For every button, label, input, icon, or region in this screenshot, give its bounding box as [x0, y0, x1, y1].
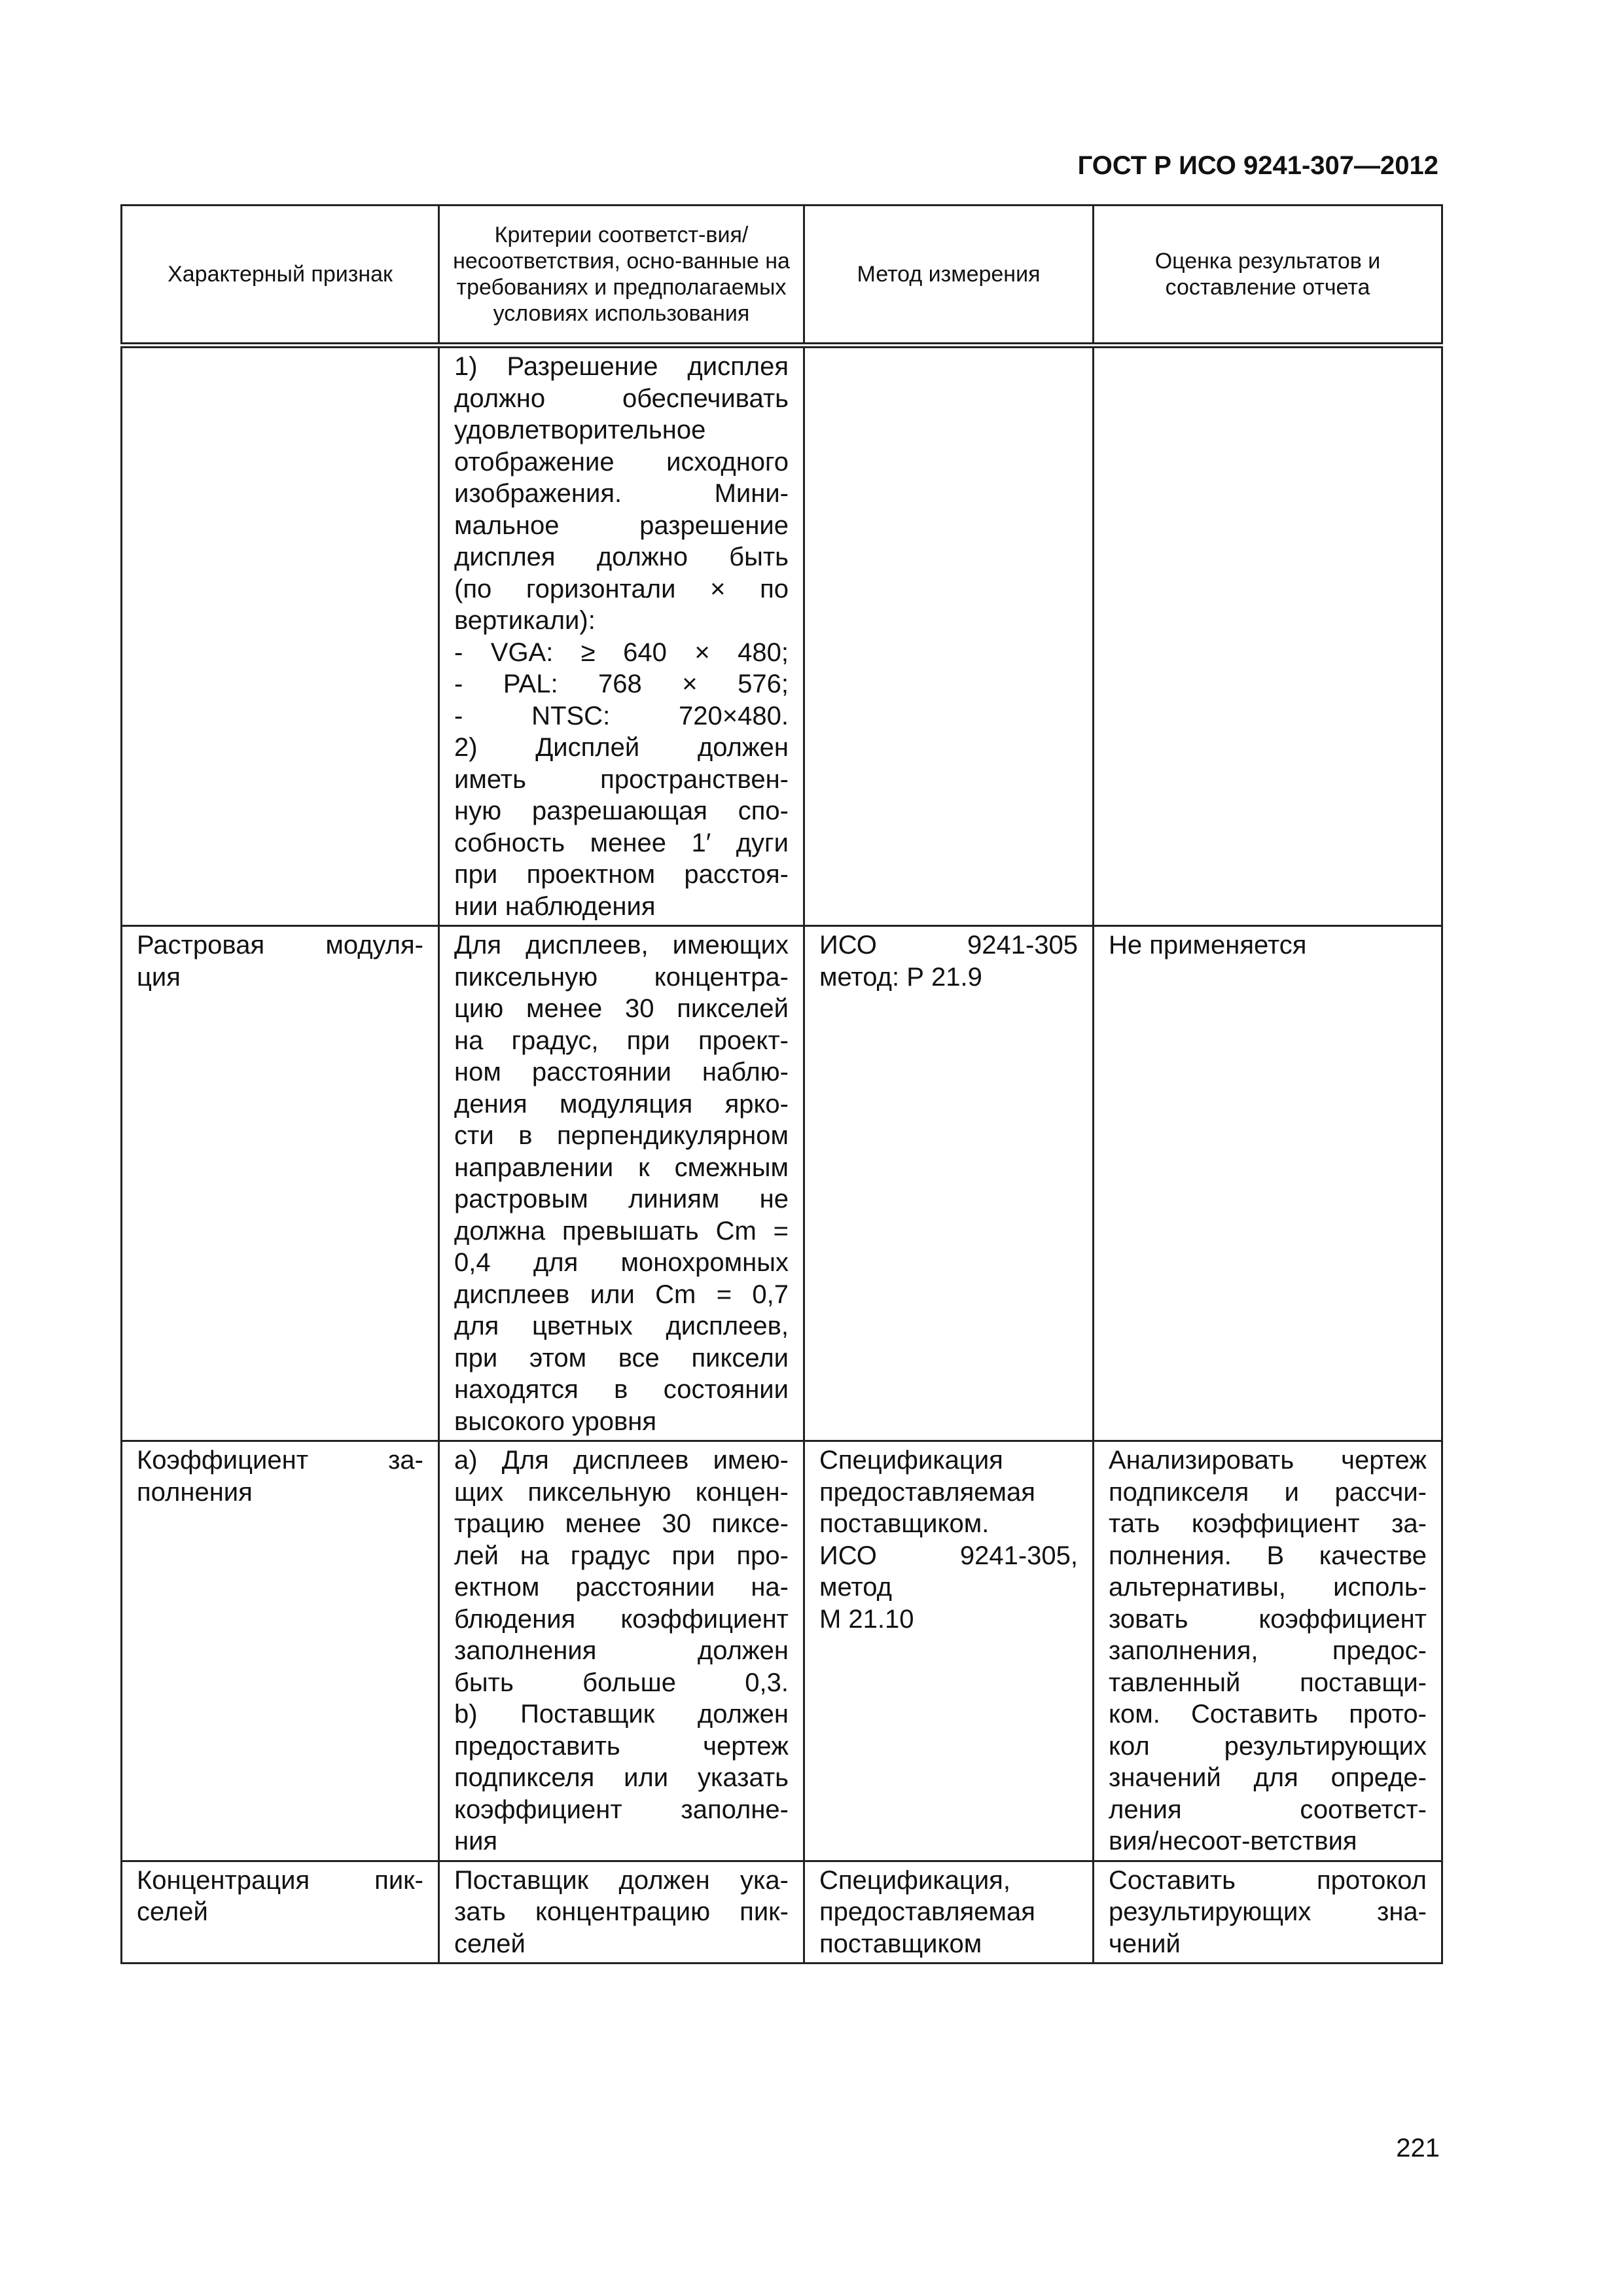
- cell-line: предоставляемая: [819, 1477, 1035, 1507]
- cell-line: вертикали):: [454, 606, 596, 635]
- cell-line: селей: [454, 1929, 526, 1958]
- cell-line: цию менее 30 пикселей: [454, 994, 789, 1023]
- cell-line: полнения. В качестве: [1109, 1541, 1427, 1570]
- cell-line: заполнения должен: [454, 1636, 789, 1665]
- cell-line: чений: [1109, 1929, 1181, 1958]
- cell-line: (по горизонтали × по: [454, 574, 789, 603]
- column-header-method: Метод измерения: [804, 206, 1094, 346]
- cell-line: собность менее 1′ дуги: [454, 828, 789, 857]
- cell-feature: [122, 1861, 439, 1964]
- cell-line: метод: Р 21.9: [819, 962, 982, 992]
- cell-line: Не применяется: [1109, 931, 1307, 960]
- cell-line: Для дисплеев, имеющих: [454, 931, 789, 960]
- page-number: 221: [1396, 2134, 1440, 2162]
- cell-line: Растровая модуля-: [137, 931, 423, 960]
- cell-line: ления соответст-: [1109, 1795, 1427, 1824]
- cell-line: Коэффициент за-: [137, 1446, 423, 1475]
- cell-line: полнения: [137, 1477, 253, 1507]
- cell-line: ния: [454, 1827, 498, 1856]
- cell-evaluation: [1094, 1441, 1442, 1861]
- cell-line: должна превышать Cm =: [454, 1216, 789, 1246]
- cell-line: Спецификация,: [819, 1865, 1010, 1895]
- table-row: [122, 1441, 1442, 1861]
- cell-line: коэффициент заполне-: [454, 1795, 789, 1824]
- cell-line: значений для опреде-: [1109, 1763, 1427, 1792]
- table-row: [122, 346, 1442, 926]
- cell-line: на градус, при проект-: [454, 1026, 789, 1055]
- cell-line: ция: [137, 962, 181, 992]
- cell-line: - NTSC: 720×480.: [454, 701, 789, 730]
- cell-line: результирующих зна-: [1109, 1897, 1427, 1926]
- cell-method: [804, 1861, 1094, 1964]
- cell-line: ИСО 9241-305: [819, 931, 1078, 960]
- cell-line: при проектном расстоя-: [454, 860, 789, 889]
- column-header-criteria: Критерии соответст-вия/несоответствия, осно-ванные на требованиях и предполагаемых условиях использования: [439, 206, 804, 346]
- cell-line: блюдения коэффициент: [454, 1604, 789, 1634]
- cell-line: подпикселя и рассчи-: [1109, 1477, 1427, 1507]
- cell-line: тавленный поставщи-: [1109, 1668, 1427, 1697]
- cell-line: предоставляемая: [819, 1897, 1035, 1926]
- cell-method: [804, 1441, 1094, 1861]
- cell-line: быть больше 0,3.: [454, 1668, 789, 1697]
- cell-line: высокого уровня: [454, 1407, 657, 1436]
- cell-line: поставщиком: [819, 1929, 982, 1958]
- cell-feature: [122, 1441, 439, 1861]
- cell-line: иметь пространствен-: [454, 764, 789, 794]
- cell-line: тать коэффициент за-: [1109, 1509, 1427, 1538]
- cell-line: изображения. Мини-: [454, 479, 789, 508]
- cell-line: селей: [137, 1897, 208, 1926]
- requirements-table: [120, 204, 1443, 1964]
- cell-line: направлении к смежным: [454, 1153, 789, 1182]
- cell-line: ную разрешающая спо-: [454, 797, 789, 825]
- cell-line: пиксельную концентра-: [454, 962, 789, 992]
- cell-line: дисплея должно быть: [454, 543, 789, 571]
- document-code: ГОСТ Р ИСО 9241-307—2012: [1077, 151, 1438, 180]
- cell-criteria: [439, 346, 804, 926]
- cell-line: при этом все пиксели: [454, 1343, 789, 1372]
- cell-method: [804, 926, 1094, 1441]
- cell-line: кол результирующих: [1109, 1731, 1427, 1761]
- cell-line: трацию менее 30 пиксе-: [454, 1509, 789, 1538]
- cell-line: поставщиком.: [819, 1509, 990, 1538]
- cell-line: находятся в состоянии: [454, 1375, 789, 1404]
- cell-line: подпикселя или указать: [454, 1763, 789, 1792]
- table-row: [122, 926, 1442, 1441]
- cell-line: зать концентрацию пик-: [454, 1897, 789, 1926]
- cell-line: дисплеев или Cm = 0,7: [454, 1280, 789, 1309]
- cell-line: удовлетворительное: [454, 416, 706, 444]
- cell-line: М 21.10: [819, 1604, 914, 1634]
- cell-line: a) Для дисплеев имею-: [454, 1446, 789, 1475]
- cell-line: вия/несоот-ветствия: [1109, 1827, 1357, 1856]
- cell-line: 1) Разрешение дисплея: [454, 352, 789, 381]
- cell-line: Составить протокол: [1109, 1865, 1427, 1895]
- cell-line: ИСО 9241-305,: [819, 1541, 1078, 1570]
- cell-criteria: [439, 926, 804, 1441]
- cell-line: сти в перпендикулярном: [454, 1121, 789, 1150]
- cell-line: должно обеспечивать: [454, 384, 789, 413]
- cell-line: дения модуляция ярко-: [454, 1089, 789, 1119]
- column-header-feature: Характерный признак: [122, 206, 439, 346]
- cell-line: ектном расстоянии на-: [454, 1573, 789, 1602]
- cell-line: для цветных дисплеев,: [454, 1312, 789, 1340]
- table-row: [122, 1861, 1442, 1964]
- cell-line: Спецификация: [819, 1446, 1003, 1475]
- cell-line: b) Поставщик должен: [454, 1700, 789, 1729]
- cell-line: 2) Дисплей должен: [454, 733, 789, 762]
- cell-evaluation: [1094, 926, 1442, 1441]
- cell-line: зовать коэффициент: [1109, 1604, 1427, 1634]
- cell-line: заполнения, предос-: [1109, 1636, 1427, 1665]
- table-header-row: [122, 206, 1442, 346]
- cell-line: - VGA: ≥ 640 × 480;: [454, 637, 789, 667]
- cell-criteria: [439, 1441, 804, 1861]
- cell-line: растровым линиям не: [454, 1185, 789, 1213]
- cell-line: щих пиксельную концен-: [454, 1477, 789, 1507]
- column-header-evaluation: Оценка результатов и составление отчета: [1094, 206, 1442, 346]
- cell-line: отображение исходного: [454, 447, 789, 476]
- cell-feature: [122, 926, 439, 1441]
- cell-evaluation: [1094, 1861, 1442, 1964]
- cell-feature: [122, 346, 439, 926]
- cell-line: ном расстоянии наблю-: [454, 1058, 789, 1086]
- cell-line: ком. Составить прото-: [1109, 1700, 1427, 1729]
- cell-line: Поставщик должен ука-: [454, 1865, 789, 1895]
- cell-line: - PAL: 768 × 576;: [454, 670, 789, 698]
- cell-line: метод: [819, 1573, 892, 1602]
- cell-line: лей на градус при про-: [454, 1541, 789, 1570]
- cell-line: Анализировать чертеж: [1109, 1446, 1427, 1475]
- cell-line: мальное разрешение: [454, 511, 789, 540]
- cell-criteria: [439, 1861, 804, 1964]
- cell-line: предоставить чертеж: [454, 1731, 789, 1761]
- cell-method: [804, 346, 1094, 926]
- cell-line: нии наблюдения: [454, 891, 656, 921]
- cell-line: альтернативы, исполь-: [1109, 1573, 1427, 1602]
- cell-evaluation: [1094, 346, 1442, 926]
- cell-line: Концентрация пик-: [137, 1865, 423, 1895]
- cell-line: 0,4 для монохромных: [454, 1248, 789, 1277]
